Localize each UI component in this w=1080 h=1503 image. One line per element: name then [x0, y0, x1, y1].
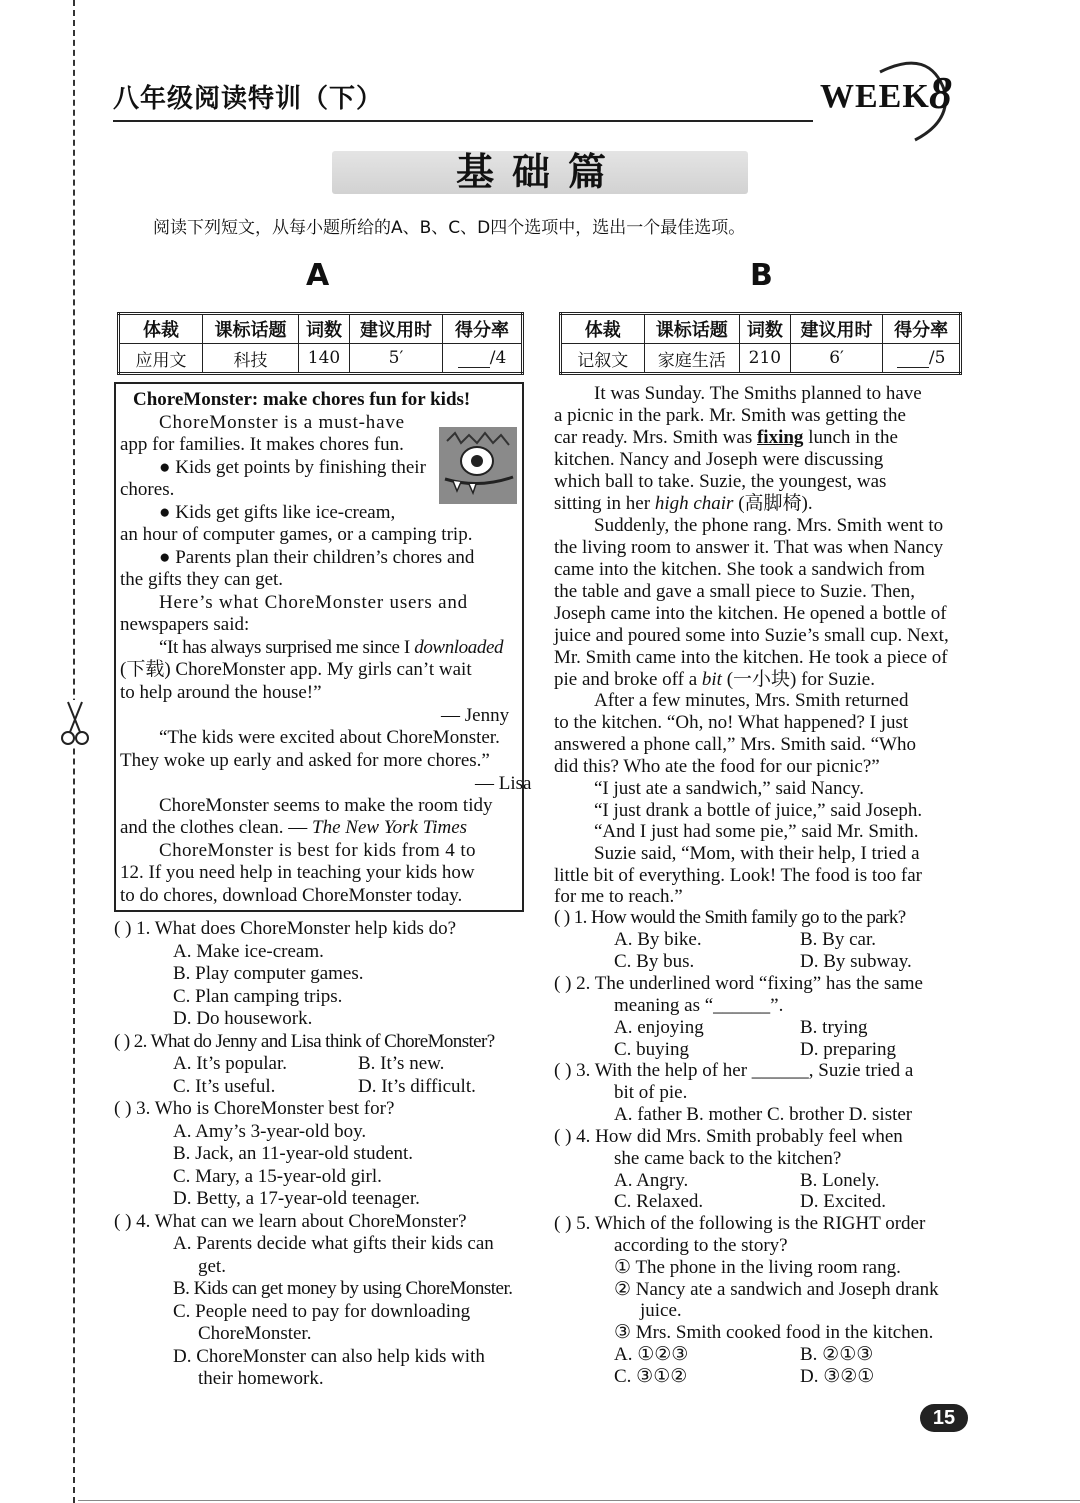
passage-a-line: to help around the house!”	[120, 682, 322, 703]
page-number: 15	[920, 1404, 968, 1432]
meta-score: /5	[883, 344, 961, 374]
answer-option[interactable]: D. preparing	[800, 1039, 897, 1060]
section-a-letter: A	[306, 258, 330, 293]
passage-b-line	[554, 734, 916, 756]
answer-option[interactable]: D. ChoreMonster can also help kids with	[173, 1346, 485, 1367]
passage-a-line: app for families. It makes chores fun.	[120, 434, 404, 455]
italic-word: high chair	[654, 493, 734, 514]
story-statement: ② Nancy ate a sandwich and Joseph drank	[614, 1279, 939, 1300]
answer-option[interactable]: get.	[198, 1256, 226, 1277]
passage-a-line: — Lisa	[475, 773, 532, 794]
passage-text: the living room to answer it. That was when Nancy	[554, 537, 944, 558]
question-stem-cont: bit of pie.	[614, 1082, 688, 1103]
passage-a-line: chores.	[120, 479, 175, 500]
meta-header: 得分率	[443, 314, 523, 344]
answer-option[interactable]: their homework.	[198, 1368, 324, 1389]
question-stem: ( ) 2. The underlined word “fixing” has the same	[554, 973, 923, 994]
bottom-rule	[78, 1500, 1080, 1501]
passage-a-line: ChoreMonster is best for kids from 4 to	[159, 840, 476, 861]
question-stem-cont: meaning as “______”.	[614, 995, 784, 1016]
question-stem: ( ) 1. How would the Smith family go to the park?	[554, 907, 906, 928]
passage-text: Joseph came into the kitchen. He opened a bottle of	[554, 603, 947, 624]
passage-a-line: ChoreMonster seems to make the room tidy	[159, 795, 493, 816]
passage-a-line: (下载) ChoreMonster app. My girls can’t wait	[120, 659, 472, 680]
passage-b-line	[554, 427, 898, 449]
passage-text: “I just drank a bottle of juice,” said Joseph.	[594, 800, 923, 821]
passage-b-line	[554, 471, 886, 493]
passage-a-line: ● Kids get points by finishing their	[159, 457, 426, 478]
banner-title: 基础篇	[455, 150, 624, 194]
answer-option[interactable]: C. Plan camping trips.	[173, 986, 343, 1007]
answer-option[interactable]: B. Jack, an 11-year-old student.	[173, 1143, 414, 1164]
question-stem-cont: according to the story?	[614, 1235, 788, 1256]
week-number: 8	[929, 67, 952, 118]
meta-header: 词数	[299, 314, 350, 344]
answer-option[interactable]: ChoreMonster.	[198, 1323, 312, 1344]
answer-option[interactable]: D. It’s difficult.	[358, 1076, 476, 1097]
answer-option[interactable]: B. Play computer games.	[173, 963, 364, 984]
score-blank[interactable]	[897, 349, 929, 368]
answer-option[interactable]: A. father B. mother C. brother D. sister	[614, 1104, 913, 1125]
passage-b-line	[554, 405, 906, 427]
answer-option[interactable]: C. People need to pay for downloading	[173, 1301, 471, 1322]
passage-a-line: ● Kids get gifts like ice-cream,	[159, 502, 396, 523]
passage-b-line	[554, 625, 949, 647]
passage-a-line: ChoreMonster is a must-have	[159, 412, 405, 433]
instruction-text: 阅读下列短文，从每小题所给的A、B、C、D四个选项中，选出一个最佳选项。	[153, 218, 746, 238]
passage-b-line	[554, 537, 943, 559]
passage-a-line: to do chores, download ChoreMonster today.	[120, 885, 463, 906]
italic-word: bit	[701, 669, 722, 690]
passage-b-line	[554, 559, 925, 581]
italic-word: downloaded	[414, 637, 504, 658]
answer-option[interactable]: B. ②①③	[800, 1344, 874, 1365]
passage-a-line: — Jenny	[441, 705, 510, 726]
meta-header: 课标话题	[644, 314, 739, 344]
answer-option[interactable]: A. Angry.	[614, 1170, 689, 1191]
story-statement: ① The phone in the living room rang.	[614, 1257, 901, 1278]
question-stem: ( ) 3. With the help of her ______, Suzie tried a	[554, 1060, 914, 1081]
passage-text: It was Sunday. The Smiths planned to have	[594, 383, 922, 404]
question-stem: ( ) 1. What does ChoreMonster help kids do?	[114, 918, 457, 939]
question-stem: ( ) 3. Who is ChoreMonster best for?	[114, 1098, 395, 1119]
answer-option[interactable]: B. Kids can get money by using ChoreMonster.	[173, 1278, 513, 1299]
passage-a-line: Here’s what ChoreMonster users and	[159, 592, 468, 613]
passage-a-title: ChoreMonster: make chores fun for kids!	[133, 389, 471, 410]
answer-option[interactable]: C. ③①②	[614, 1366, 688, 1387]
passage-text: to the kitchen. “Oh, no! What happened? I just	[554, 712, 909, 733]
passage-b-line	[554, 886, 683, 908]
answer-option[interactable]: A. Parents decide what gifts their kids can	[173, 1233, 494, 1254]
passage-b-line	[554, 449, 883, 471]
section-banner	[332, 151, 748, 194]
passage-text: the table and gave a small piece to Suzie. Then,	[554, 581, 916, 602]
answer-option[interactable]: C. By bus.	[614, 951, 695, 972]
chore-monster-icon	[439, 427, 517, 504]
passage-text: pie and broke off a	[554, 669, 702, 690]
passage-b-line	[594, 690, 908, 712]
answer-option[interactable]: D. By subway.	[800, 951, 912, 972]
meta-value: 应用文	[119, 344, 203, 374]
answer-option[interactable]: B. Lonely.	[800, 1170, 880, 1191]
meta-header: 体裁	[561, 314, 645, 344]
section-a-meta-table	[117, 312, 524, 375]
answer-option[interactable]: D. Betty, a 17-year-old teenager.	[173, 1188, 420, 1209]
passage-a-line: ● Parents plan their children’s chores and	[159, 547, 475, 568]
answer-option[interactable]: B. By car.	[800, 929, 876, 950]
passage-b-line	[554, 756, 880, 778]
section-b-letter: B	[750, 258, 773, 293]
passage-a-line: the gifts they can get.	[120, 569, 284, 590]
passage-text: which ball to take. Suzie, the youngest, was	[554, 471, 887, 492]
passage-a-line: They woke up early and asked for more chores.”	[120, 750, 490, 771]
answer-option[interactable]: D. Do housework.	[173, 1008, 313, 1029]
passage-text: for me to reach.”	[554, 886, 683, 907]
question-stem: ( ) 4. What can we learn about ChoreMonster?	[114, 1211, 467, 1232]
passage-text: car ready. Mrs. Smith was	[554, 427, 757, 448]
passage-text: (一小块) for Suzie.	[721, 669, 875, 690]
header-rule	[113, 120, 813, 122]
meta-value: 记叙文	[561, 344, 645, 374]
question-stem: ( ) 4. How did Mrs. Smith probably feel when	[554, 1126, 903, 1147]
passage-text: Suzie said, “Mom, with their help, I tried a	[594, 843, 920, 864]
answer-option[interactable]: B. trying	[800, 1017, 868, 1038]
passage-b-line	[554, 493, 813, 515]
passage-a-line: and the clothes clean. — The New York Times	[120, 817, 468, 838]
meta-header: 建议用时	[790, 314, 882, 344]
answer-option[interactable]: A. By bike.	[614, 929, 702, 950]
answer-option[interactable]: A. enjoying	[614, 1017, 704, 1038]
scissors-icon	[58, 700, 92, 748]
passage-b-line	[594, 843, 920, 865]
meta-score: /4	[443, 344, 523, 374]
passage-b-line	[594, 821, 919, 843]
passage-text: a picnic in the park. Mr. Smith was getting the	[554, 405, 906, 426]
passage-b-line	[594, 515, 943, 537]
meta-header: 课标话题	[203, 314, 299, 344]
meta-value: 140	[299, 344, 350, 374]
passage-b-line	[554, 712, 908, 734]
passage-text: “And I just had some pie,” said Mr. Smith.	[594, 821, 919, 842]
answer-option[interactable]: A. ①②③	[614, 1344, 689, 1365]
passage-b-line	[554, 669, 875, 691]
meta-header: 建议用时	[350, 314, 443, 344]
answer-option[interactable]: A. It’s popular.	[173, 1053, 287, 1074]
answer-option[interactable]: C. Relaxed.	[614, 1191, 704, 1212]
passage-text: Suddenly, the phone rang. Mrs. Smith went to	[594, 515, 944, 536]
underlined-word: fixing	[756, 427, 804, 448]
answer-option[interactable]: A. Amy’s 3-year-old boy.	[173, 1121, 367, 1142]
passage-text: juice and poured some into Suzie’s small cup. Next,	[554, 625, 949, 646]
story-statement: ③ Mrs. Smith cooked food in the kitchen.	[614, 1322, 934, 1343]
passage-text: sitting in her	[554, 493, 655, 514]
passage-a-line: “It has always surprised me since I downloaded	[159, 637, 504, 658]
meta-value: 科技	[203, 344, 299, 374]
answer-option[interactable]: C. buying	[614, 1039, 689, 1060]
cut-line	[73, 0, 75, 1503]
passage-text: lunch in the	[803, 427, 898, 448]
passage-b-line	[594, 778, 864, 800]
passage-b-line	[594, 383, 922, 405]
passage-b-line	[554, 647, 948, 669]
passage-b-line	[554, 581, 915, 603]
answer-option[interactable]: C. It’s useful.	[173, 1076, 276, 1097]
meta-header: 词数	[739, 314, 790, 344]
passage-text: (高脚椅).	[733, 493, 813, 514]
passage-b-line	[554, 603, 947, 625]
week-label: WEEK	[820, 78, 930, 115]
passage-a-line: “The kids were excited about ChoreMonster.	[159, 727, 500, 748]
passage-a-line: newspapers said:	[120, 614, 250, 635]
answer-option[interactable]: A. Make ice-cream.	[173, 941, 324, 962]
section-b-meta-table	[559, 312, 962, 375]
meta-value: 210	[739, 344, 790, 374]
passage-text: answered a phone call,” Mrs. Smith said. “Who	[554, 734, 916, 755]
passage-b-line	[554, 865, 922, 887]
passage-text: “I just ate a sandwich,” said Nancy.	[594, 778, 864, 799]
meta-value: 6′	[790, 344, 882, 374]
meta-value: 5′	[350, 344, 443, 374]
question-stem-cont: she came back to the kitchen?	[614, 1148, 842, 1169]
passage-a-line: 12. If you need help in teaching your kids how	[120, 862, 475, 883]
passage-text: Mr. Smith came into the kitchen. He took a piece of	[554, 647, 948, 668]
passage-a-line: an hour of computer games, or a camping trip.	[120, 524, 473, 545]
book-title: 八年级阅读特训（下）	[113, 84, 384, 114]
answer-option[interactable]: C. Mary, a 15-year-old girl.	[173, 1166, 382, 1187]
passage-text: did this? Who ate the food for our picnic?”	[554, 756, 880, 777]
passage-text: came into the kitchen. She took a sandwich from	[554, 559, 925, 580]
answer-option[interactable]: D. ③②①	[800, 1366, 875, 1387]
passage-b-line	[594, 800, 922, 822]
question-stem: ( ) 2. What do Jenny and Lisa think of ChoreMonster?	[114, 1031, 495, 1052]
meta-value: 家庭生活	[644, 344, 739, 374]
story-statement: juice.	[640, 1300, 682, 1321]
passage-text: After a few minutes, Mrs. Smith returned	[594, 690, 909, 711]
passage-text: kitchen. Nancy and Joseph were discussing	[554, 449, 884, 470]
italic-word: The New York Times	[312, 817, 468, 838]
passage-text: little bit of everything. Look! The food is too far	[554, 865, 922, 886]
answer-option[interactable]: D. Excited.	[800, 1191, 887, 1212]
question-stem: ( ) 5. Which of the following is the RIGHT order	[554, 1213, 926, 1234]
meta-header: 得分率	[883, 314, 961, 344]
answer-option[interactable]: B. It’s new.	[358, 1053, 445, 1074]
meta-header: 体裁	[119, 314, 203, 344]
score-blank[interactable]	[458, 349, 490, 368]
